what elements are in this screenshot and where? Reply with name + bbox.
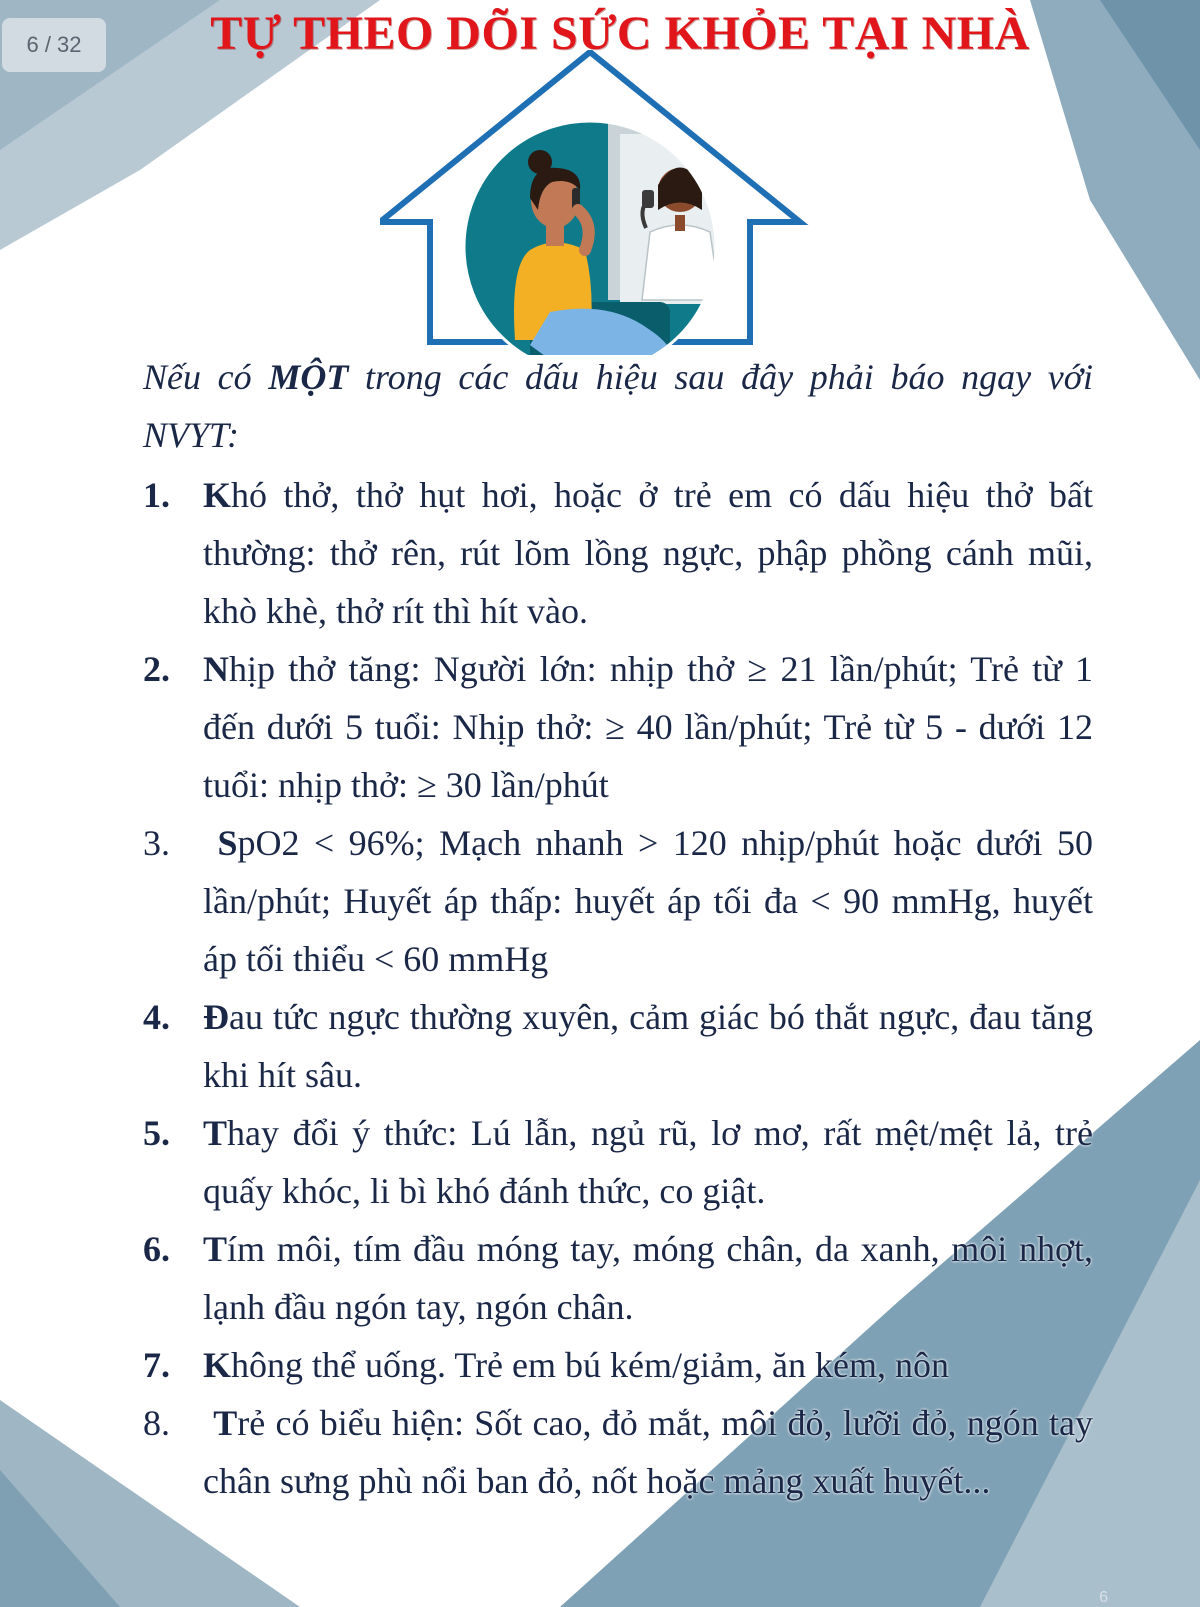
item-rest: hó thở, thở hụt hơi, hoặc ở trẻ em có dấu hiệu thở bất thường: thở rên, rút lõm lồng ngực, phập phồng cánh mũi, khò khè, thở rít thì hít vào. xyxy=(203,475,1093,631)
item-text xyxy=(203,1394,1093,1510)
list-item xyxy=(143,1104,1093,1220)
item-number: 2. xyxy=(143,649,170,689)
item-number: 4. xyxy=(143,997,170,1037)
item-rest: pO2 < 96%; Mạch nhanh > 120 nhịp/phút hoặc dưới 50 lần/phút; Huyết áp thấp: huyết áp tối đa < 90 mmHg, huyết áp tối thiểu < 60 mmHg xyxy=(203,823,1093,979)
item-text xyxy=(203,1104,1093,1220)
item-number: 7. xyxy=(143,1345,170,1385)
item-number: 6. xyxy=(143,1229,170,1269)
item-text xyxy=(203,640,1093,814)
item-first-letter: K xyxy=(203,1345,232,1385)
intro-emphasis: MỘT xyxy=(268,357,349,397)
item-rest: au tức ngực thường xuyên, cảm giác bó thắt ngực, đau tăng khi hít sâu. xyxy=(203,997,1093,1095)
item-text xyxy=(203,814,1093,988)
item-text xyxy=(203,466,1093,640)
slide-page-number: 6 xyxy=(1099,1589,1108,1606)
item-rest: hay đổi ý thức: Lú lẫn, ngủ rũ, lơ mơ, rất mệt/mệt lả, trẻ quấy khóc, li bì khó đánh thức, co giật. xyxy=(203,1113,1093,1211)
content-block xyxy=(143,348,1093,1510)
house-telehealth-icon xyxy=(380,50,820,355)
intro-text xyxy=(143,348,1093,464)
item-rest: ím môi, tím đầu móng tay, móng chân, da xanh, môi nhợt, lạnh đầu ngón tay, ngón chân. xyxy=(203,1229,1093,1327)
page-counter: 6 / 32 xyxy=(2,18,106,72)
list-item xyxy=(143,814,1093,988)
warning-signs-list xyxy=(143,466,1093,1510)
item-text xyxy=(203,988,1093,1104)
list-item xyxy=(143,1394,1093,1510)
item-first-letter: T xyxy=(203,1113,228,1153)
item-first-letter: S xyxy=(217,823,238,863)
item-first-letter: K xyxy=(203,475,232,515)
item-number: 8. xyxy=(143,1403,170,1443)
list-item xyxy=(143,640,1093,814)
item-first-letter: Đ xyxy=(203,997,229,1037)
item-text xyxy=(203,1336,1093,1394)
item-first-letter: N xyxy=(203,649,229,689)
list-item xyxy=(143,466,1093,640)
list-item xyxy=(143,1220,1093,1336)
list-item xyxy=(143,988,1093,1104)
item-number: 3. xyxy=(143,823,170,863)
item-first-letter: T xyxy=(203,1229,228,1269)
item-number: 5. xyxy=(143,1113,170,1153)
item-text xyxy=(203,1220,1093,1336)
item-number: 1. xyxy=(143,475,170,515)
item-rest: hông thể uống. Trẻ em bú kém/giảm, ăn kém, nôn xyxy=(231,1345,949,1385)
page-title: TỰ THEO DÕI SỨC KHỎE TẠI NHÀ xyxy=(210,7,1030,60)
intro-after: trong các dấu hiệu sau đây phải báo ngay với NVYT: xyxy=(143,357,1093,455)
item-rest: hịp thở tăng: Người lớn: nhịp thở ≥ 21 lần/phút; Trẻ từ 1 đến dưới 5 tuổi: Nhịp thở: ≥ 40 lần/phút; Trẻ từ 5 - dưới 12 tuổi: nhịp thở: ≥ 30 lần/phút xyxy=(203,649,1093,805)
intro-before: Nếu có xyxy=(143,357,269,397)
item-rest: rẻ có biểu hiện: Sốt cao, đỏ mắt, môi đỏ, lưỡi đỏ, ngón tay chân sưng phù nổi ban đỏ, nốt hoặc mảng xuất huyết... xyxy=(203,1403,1093,1501)
item-first-letter: T xyxy=(213,1403,238,1443)
list-item xyxy=(143,1336,1093,1394)
